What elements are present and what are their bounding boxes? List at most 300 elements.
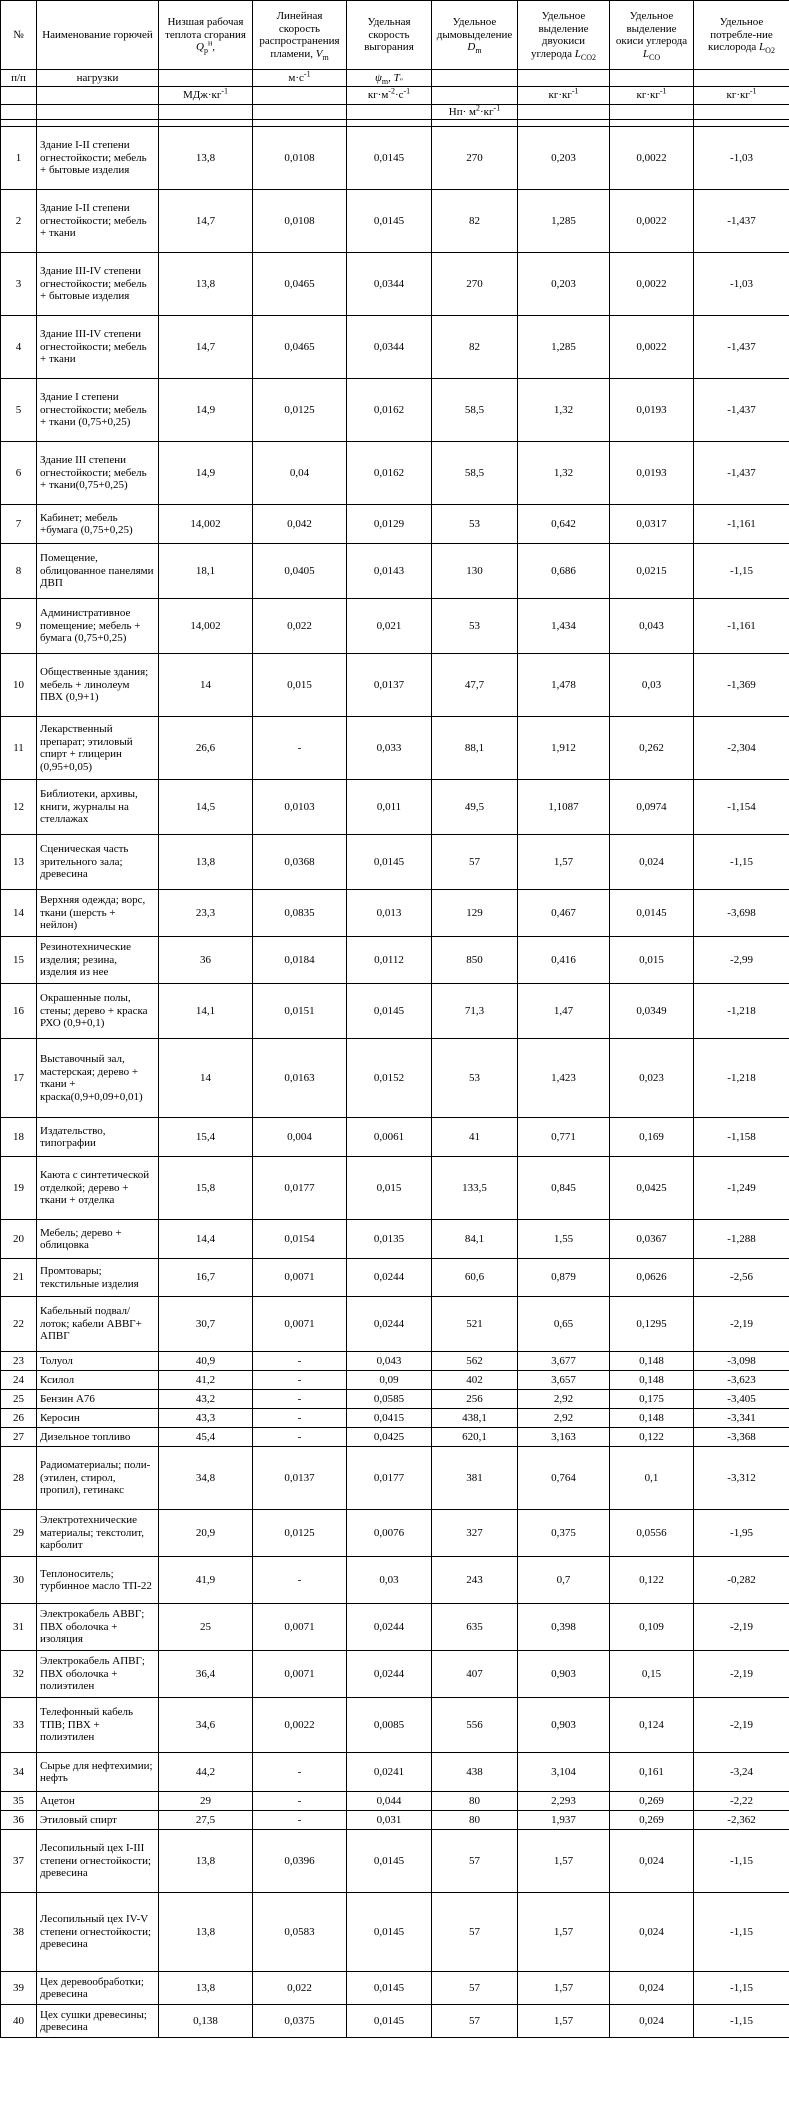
cell-n: 16	[1, 984, 37, 1039]
cell-lco2: 1,57	[518, 835, 610, 890]
cell-psi: 0,0244	[347, 1651, 432, 1698]
cell-lco: 0,0193	[610, 379, 694, 442]
cell-q: 34,8	[159, 1447, 253, 1510]
cell-psi: 0,0145	[347, 984, 432, 1039]
cell-lco2: 1,285	[518, 190, 610, 253]
cell-n: 39	[1, 1972, 37, 2005]
cell-name: Лесопильный цех I-III степени огнестойкости; древесина	[37, 1830, 159, 1893]
table-row	[1, 1651, 789, 1698]
cell-v: 0,0071	[253, 1604, 347, 1651]
table-row	[1, 1039, 789, 1118]
cell-d: 57	[432, 1830, 518, 1893]
cell-name: Телефонный кабель ТПВ; ПВХ + полиэтилен	[37, 1698, 159, 1753]
cell-q: 14,9	[159, 442, 253, 505]
cell-psi: 0,03	[347, 1557, 432, 1604]
cell-name: Резинотехнические изделия; резина, изделия из нее	[37, 937, 159, 984]
cell-name: Сценическая часть зрительного зала; древесина	[37, 835, 159, 890]
cell-psi: 0,0143	[347, 544, 432, 599]
cell-lco: 0,161	[610, 1753, 694, 1792]
cell-lco2: 1,937	[518, 1811, 610, 1830]
cell-lco: 0,024	[610, 1893, 694, 1972]
cell-lco2: 0,879	[518, 1259, 610, 1297]
cell-lo2: -3,623	[694, 1371, 789, 1390]
cell-q: 41,2	[159, 1371, 253, 1390]
cell-psi: 0,0344	[347, 253, 432, 316]
cell-d: 850	[432, 937, 518, 984]
cell-n: 17	[1, 1039, 37, 1118]
cell-d: 57	[432, 1893, 518, 1972]
cell-lco2: 3,657	[518, 1371, 610, 1390]
cell-lco2: 0,467	[518, 890, 610, 937]
cell-v: 0,0835	[253, 890, 347, 937]
cell-psi: 0,031	[347, 1811, 432, 1830]
cell-v: 0,0108	[253, 190, 347, 253]
table-row	[1, 1297, 789, 1352]
cell-v: 0,0071	[253, 1259, 347, 1297]
cell-d: 57	[432, 2005, 518, 2038]
cell-lo2: -1,437	[694, 379, 789, 442]
header-load: нагрузки	[37, 70, 159, 87]
cell-psi: 0,0244	[347, 1297, 432, 1352]
cell-lo2: -1,218	[694, 984, 789, 1039]
cell-name: Каюта с синтетической отделкой; дерево + ткани + отделка	[37, 1157, 159, 1220]
table-row	[1, 1604, 789, 1651]
cell-lco: 0,024	[610, 2005, 694, 2038]
cell-q: 41,9	[159, 1557, 253, 1604]
cell-n: 27	[1, 1428, 37, 1447]
cell-lco2: 0,375	[518, 1510, 610, 1557]
cell-n: 26	[1, 1409, 37, 1428]
table-row	[1, 937, 789, 984]
cell-lco2: 0,903	[518, 1698, 610, 1753]
table-row	[1, 1259, 789, 1297]
cell-d: 562	[432, 1352, 518, 1371]
cell-psi: 0,011	[347, 780, 432, 835]
header-co2-unit: $кг\cdot кг^{-1}$	[518, 87, 610, 105]
cell-lco: 0,0556	[610, 1510, 694, 1557]
cell-q: 16,7	[159, 1259, 253, 1297]
cell-psi: 0,044	[347, 1792, 432, 1811]
cell-name: Помещение, облицованное панелями ДВП	[37, 544, 159, 599]
cell-psi: 0,0162	[347, 442, 432, 505]
cell-name: Электротехнические материалы; текстолит, карболит	[37, 1510, 159, 1557]
cell-lco: 0,0317	[610, 505, 694, 544]
cell-d: 71,3	[432, 984, 518, 1039]
cell-lo2: -1,15	[694, 835, 789, 890]
cell-name: Цех деревообработки; древесина	[37, 1972, 159, 2005]
cell-lo2: -2,362	[694, 1811, 789, 1830]
cell-name: Здание I-II степени огнестойкости; мебель + ткани	[37, 190, 159, 253]
cell-n: 30	[1, 1557, 37, 1604]
cell-lco2: 1,1087	[518, 780, 610, 835]
table-row	[1, 1118, 789, 1157]
cell-psi: 0,015	[347, 1157, 432, 1220]
cell-lco2: 1,285	[518, 316, 610, 379]
cell-lo2: -2,56	[694, 1259, 789, 1297]
cell-q: 14,1	[159, 984, 253, 1039]
cell-v: 0,0375	[253, 2005, 347, 2038]
cell-lo2: -2,22	[694, 1792, 789, 1811]
cell-psi: 0,0129	[347, 505, 432, 544]
cell-d: 438	[432, 1753, 518, 1792]
cell-lco: 0,024	[610, 1830, 694, 1893]
cell-lco2: 0,7	[518, 1557, 610, 1604]
cell-name: Лесопильный цех IV-V степени огнестойкости; древесина	[37, 1893, 159, 1972]
table-row	[1, 1447, 789, 1510]
cell-lco: 0,0349	[610, 984, 694, 1039]
cell-name: Дизельное топливо	[37, 1428, 159, 1447]
table-row	[1, 717, 789, 780]
header-no: №	[1, 1, 37, 70]
cell-q: 44,2	[159, 1753, 253, 1792]
cell-name: Ксилол	[37, 1371, 159, 1390]
cell-name: Здание I степени огнестойкости; мебель + ткани (0,75+0,25)	[37, 379, 159, 442]
cell-lo2: -1,15	[694, 1972, 789, 2005]
table-row	[1, 835, 789, 890]
cell-lco2: 1,57	[518, 1893, 610, 1972]
cell-lo2: -1,03	[694, 127, 789, 190]
cell-v: 0,0137	[253, 1447, 347, 1510]
cell-lo2: -1,15	[694, 544, 789, 599]
cell-psi: 0,0112	[347, 937, 432, 984]
cell-lco2: 3,677	[518, 1352, 610, 1371]
cell-q: 43,2	[159, 1390, 253, 1409]
cell-n: 14	[1, 890, 37, 937]
cell-name: Сырье для нефтехимии; нефть	[37, 1753, 159, 1792]
cell-lco: 0,0626	[610, 1259, 694, 1297]
cell-lo2: -1,154	[694, 780, 789, 835]
cell-psi: 0,0162	[347, 379, 432, 442]
cell-lco: 0,043	[610, 599, 694, 654]
cell-v: 0,0368	[253, 835, 347, 890]
table-row	[1, 1753, 789, 1792]
cell-lo2: -3,368	[694, 1428, 789, 1447]
cell-lco: 0,122	[610, 1557, 694, 1604]
cell-name: Административное помещение; мебель + бумага (0,75+0,25)	[37, 599, 159, 654]
cell-name: Промтовары; текстильные изделия	[37, 1259, 159, 1297]
cell-psi: 0,0145	[347, 190, 432, 253]
cell-lo2: -1,95	[694, 1510, 789, 1557]
cell-lo2: -2,304	[694, 717, 789, 780]
cell-lco: 0,124	[610, 1698, 694, 1753]
cell-lco: 0,269	[610, 1811, 694, 1830]
cell-name: Кабинет; мебель +бумага (0,75+0,25)	[37, 505, 159, 544]
cell-psi: 0,033	[347, 717, 432, 780]
cell-q: 13,8	[159, 1893, 253, 1972]
cell-lco: 0,0367	[610, 1220, 694, 1259]
cell-lco2: 0,764	[518, 1447, 610, 1510]
table-row	[1, 654, 789, 717]
cell-v: -	[253, 1371, 347, 1390]
cell-name: Здание III-IV степени огнестойкости; мебель + бытовые изделия	[37, 253, 159, 316]
cell-lco2: 1,57	[518, 1972, 610, 2005]
header-row-titles	[1, 1, 789, 70]
cell-q: 30,7	[159, 1297, 253, 1352]
cell-name: Здание III степени огнестойкости; мебель + ткани(0,75+0,25)	[37, 442, 159, 505]
cell-name: Теплоноситель; турбинное масло ТП-22	[37, 1557, 159, 1604]
cell-v: 0,0177	[253, 1157, 347, 1220]
cell-v: 0,004	[253, 1118, 347, 1157]
cell-lo2: -1,03	[694, 253, 789, 316]
cell-name: Бензин А76	[37, 1390, 159, 1409]
cell-lco2: 3,104	[518, 1753, 610, 1792]
header-np: п/п	[1, 70, 37, 87]
header-smoke: Удельное дымовыделение $D_m$	[432, 1, 518, 70]
table-row	[1, 1352, 789, 1371]
cell-name: Ацетон	[37, 1792, 159, 1811]
cell-lco2: 1,47	[518, 984, 610, 1039]
cell-lco2: 1,32	[518, 379, 610, 442]
header-o2: Удельное потребле-ние кислорода $L_{O2}$	[694, 1, 789, 70]
cell-psi: 0,0585	[347, 1390, 432, 1409]
cell-n: 35	[1, 1792, 37, 1811]
table-row	[1, 1390, 789, 1409]
cell-v: -	[253, 1390, 347, 1409]
cell-lo2: -1,158	[694, 1118, 789, 1157]
cell-name: Выставочный зал, мастерская; дерево + ткани + краска(0,9+0,09+0,01)	[37, 1039, 159, 1118]
table-row	[1, 1428, 789, 1447]
cell-psi: 0,0415	[347, 1409, 432, 1428]
cell-d: 58,5	[432, 379, 518, 442]
cell-d: 620,1	[432, 1428, 518, 1447]
header-burn-rate: Удельная скорость выгорания	[347, 1, 432, 70]
cell-psi: 0,0145	[347, 1893, 432, 1972]
table-row	[1, 984, 789, 1039]
cell-n: 38	[1, 1893, 37, 1972]
cell-n: 33	[1, 1698, 37, 1753]
cell-n: 9	[1, 599, 37, 654]
cell-lco: 0,024	[610, 835, 694, 890]
cell-v: 0,0071	[253, 1651, 347, 1698]
header-row-units	[1, 87, 789, 105]
cell-lco: 0,0193	[610, 442, 694, 505]
cell-n: 23	[1, 1352, 37, 1371]
cell-n: 20	[1, 1220, 37, 1259]
cell-lo2: -3,698	[694, 890, 789, 937]
cell-lco: 0,023	[610, 1039, 694, 1118]
cell-lo2: -1,369	[694, 654, 789, 717]
cell-d: 82	[432, 190, 518, 253]
cell-n: 13	[1, 835, 37, 890]
cell-lco: 0,148	[610, 1352, 694, 1371]
cell-q: 14,5	[159, 780, 253, 835]
cell-d: 327	[432, 1510, 518, 1557]
cell-lo2: -1,437	[694, 190, 789, 253]
cell-lco2: 0,416	[518, 937, 610, 984]
cell-q: 15,4	[159, 1118, 253, 1157]
cell-v: 0,0125	[253, 1510, 347, 1557]
cell-lco2: 0,65	[518, 1297, 610, 1352]
cell-q: 15,8	[159, 1157, 253, 1220]
cell-v: -	[253, 1792, 347, 1811]
cell-name: Этиловый спирт	[37, 1811, 159, 1830]
cell-lco: 0,122	[610, 1428, 694, 1447]
cell-name: Верхняя одежда; ворс, ткани (шерсть + нейлон)	[37, 890, 159, 937]
cell-q: 14,7	[159, 190, 253, 253]
table-row	[1, 1557, 789, 1604]
table-row	[1, 1220, 789, 1259]
cell-v: 0,0405	[253, 544, 347, 599]
cell-lco: 0,0425	[610, 1157, 694, 1220]
cell-lo2: -3,312	[694, 1447, 789, 1510]
cell-q: 14,002	[159, 505, 253, 544]
cell-lo2: -1,288	[694, 1220, 789, 1259]
cell-v: 0,022	[253, 599, 347, 654]
cell-q: 14,9	[159, 379, 253, 442]
cell-n: 8	[1, 544, 37, 599]
cell-name: Здание III-IV степени огнестойкости; мебель + ткани	[37, 316, 159, 379]
cell-name: Цех сушки древесины; древесина	[37, 2005, 159, 2038]
header-co-unit: $кг\cdot кг^{-1}$	[610, 87, 694, 105]
header-row-smoke-unit	[1, 105, 789, 120]
cell-lco: 0,0974	[610, 780, 694, 835]
cell-v: -	[253, 1811, 347, 1830]
cell-n: 7	[1, 505, 37, 544]
cell-n: 11	[1, 717, 37, 780]
cell-lco: 0,148	[610, 1371, 694, 1390]
cell-d: 270	[432, 253, 518, 316]
header-flame-speed: Линейная скорость распространения пламени, $V_m$	[253, 1, 347, 70]
cell-v: -	[253, 1557, 347, 1604]
cell-psi: 0,021	[347, 599, 432, 654]
cell-q: 0,138	[159, 2005, 253, 2038]
cell-lo2: -1,15	[694, 1830, 789, 1893]
header-name: Наименование горючей	[37, 1, 159, 70]
cell-d: 243	[432, 1557, 518, 1604]
table-row	[1, 544, 789, 599]
cell-lco: 0,03	[610, 654, 694, 717]
cell-psi: 0,0152	[347, 1039, 432, 1118]
cell-v: 0,04	[253, 442, 347, 505]
table-row	[1, 890, 789, 937]
cell-lco: 0,15	[610, 1651, 694, 1698]
cell-name: Библиотеки, архивы, книги, журналы на стеллажах	[37, 780, 159, 835]
cell-n: 24	[1, 1371, 37, 1390]
header-q-unit: $МДж\cdot кг^{-1}$	[159, 87, 253, 105]
cell-d: 53	[432, 599, 518, 654]
cell-lo2: -3,405	[694, 1390, 789, 1409]
cell-lco: 0,1	[610, 1447, 694, 1510]
cell-lo2: -3,24	[694, 1753, 789, 1792]
table-row	[1, 379, 789, 442]
cell-lo2: -0,282	[694, 1557, 789, 1604]
cell-n: 29	[1, 1510, 37, 1557]
table-row	[1, 1409, 789, 1428]
cell-psi: 0,013	[347, 890, 432, 937]
cell-psi: 0,0076	[347, 1510, 432, 1557]
table-row	[1, 1893, 789, 1972]
cell-d: 41	[432, 1118, 518, 1157]
cell-n: 40	[1, 2005, 37, 2038]
table-row	[1, 780, 789, 835]
cell-n: 32	[1, 1651, 37, 1698]
cell-lco: 0,0022	[610, 190, 694, 253]
cell-d: 80	[432, 1811, 518, 1830]
cell-q: 14,4	[159, 1220, 253, 1259]
cell-q: 13,8	[159, 835, 253, 890]
cell-lco: 0,148	[610, 1409, 694, 1428]
header-heat: Низшая рабочая теплота сгорания $Q_р^н$,	[159, 1, 253, 70]
cell-n: 36	[1, 1811, 37, 1830]
cell-d: 438,1	[432, 1409, 518, 1428]
cell-lco2: 1,912	[518, 717, 610, 780]
cell-q: 13,8	[159, 253, 253, 316]
cell-psi: 0,0244	[347, 1259, 432, 1297]
cell-d: 635	[432, 1604, 518, 1651]
cell-q: 18,1	[159, 544, 253, 599]
cell-n: 1	[1, 127, 37, 190]
cell-name: Здание I-II степени огнестойкости; мебель + бытовые изделия	[37, 127, 159, 190]
cell-d: 129	[432, 890, 518, 937]
cell-lco: 0,0022	[610, 127, 694, 190]
cell-lco2: 0,771	[518, 1118, 610, 1157]
cell-lco: 0,175	[610, 1390, 694, 1409]
cell-psi: 0,0244	[347, 1604, 432, 1651]
cell-lco: 0,0022	[610, 316, 694, 379]
cell-lco2: 3,163	[518, 1428, 610, 1447]
cell-psi: 0,0145	[347, 1830, 432, 1893]
table-row	[1, 1698, 789, 1753]
cell-n: 31	[1, 1604, 37, 1651]
cell-lco: 0,0145	[610, 890, 694, 937]
cell-lo2: -1,218	[694, 1039, 789, 1118]
cell-lo2: -1,161	[694, 599, 789, 654]
cell-name: Толуол	[37, 1352, 159, 1371]
cell-q: 23,3	[159, 890, 253, 937]
cell-psi: 0,09	[347, 1371, 432, 1390]
cell-v: 0,0022	[253, 1698, 347, 1753]
header-d-unit: $Нп\cdot м^2\cdot кг^{-1}$	[432, 105, 518, 120]
cell-q: 40,9	[159, 1352, 253, 1371]
table-row	[1, 1371, 789, 1390]
cell-v: 0,015	[253, 654, 347, 717]
cell-d: 130	[432, 544, 518, 599]
cell-lco2: 2,92	[518, 1409, 610, 1428]
cell-lco: 0,0022	[610, 253, 694, 316]
cell-lo2: -1,249	[694, 1157, 789, 1220]
cell-lco: 0,1295	[610, 1297, 694, 1352]
cell-d: 556	[432, 1698, 518, 1753]
cell-v: 0,022	[253, 1972, 347, 2005]
cell-n: 2	[1, 190, 37, 253]
cell-d: 80	[432, 1792, 518, 1811]
cell-psi: 0,0177	[347, 1447, 432, 1510]
cell-lco2: 1,434	[518, 599, 610, 654]
header-co2: Удельное выделение двуокиси углерода $L_{CO2}$	[518, 1, 610, 70]
cell-d: 84,1	[432, 1220, 518, 1259]
cell-v: -	[253, 1428, 347, 1447]
header-psi-sym: $\psi_m$, $T_"$	[347, 70, 432, 87]
cell-lco2: 1,57	[518, 2005, 610, 2038]
cell-q: 13,8	[159, 127, 253, 190]
cell-name: Окрашенные полы, стены; дерево + краска РХО (0,9+0,1)	[37, 984, 159, 1039]
cell-q: 27,5	[159, 1811, 253, 1830]
cell-n: 34	[1, 1753, 37, 1792]
cell-psi: 0,043	[347, 1352, 432, 1371]
cell-psi: 0,0425	[347, 1428, 432, 1447]
cell-v: 0,0151	[253, 984, 347, 1039]
cell-v: 0,0465	[253, 316, 347, 379]
cell-lo2: -1,437	[694, 442, 789, 505]
cell-n: 5	[1, 379, 37, 442]
cell-lco2: 1,478	[518, 654, 610, 717]
cell-v: 0,0184	[253, 937, 347, 984]
cell-n: 21	[1, 1259, 37, 1297]
cell-v: 0,0125	[253, 379, 347, 442]
cell-lo2: -1,437	[694, 316, 789, 379]
table-body	[1, 127, 789, 2038]
table-row	[1, 127, 789, 190]
